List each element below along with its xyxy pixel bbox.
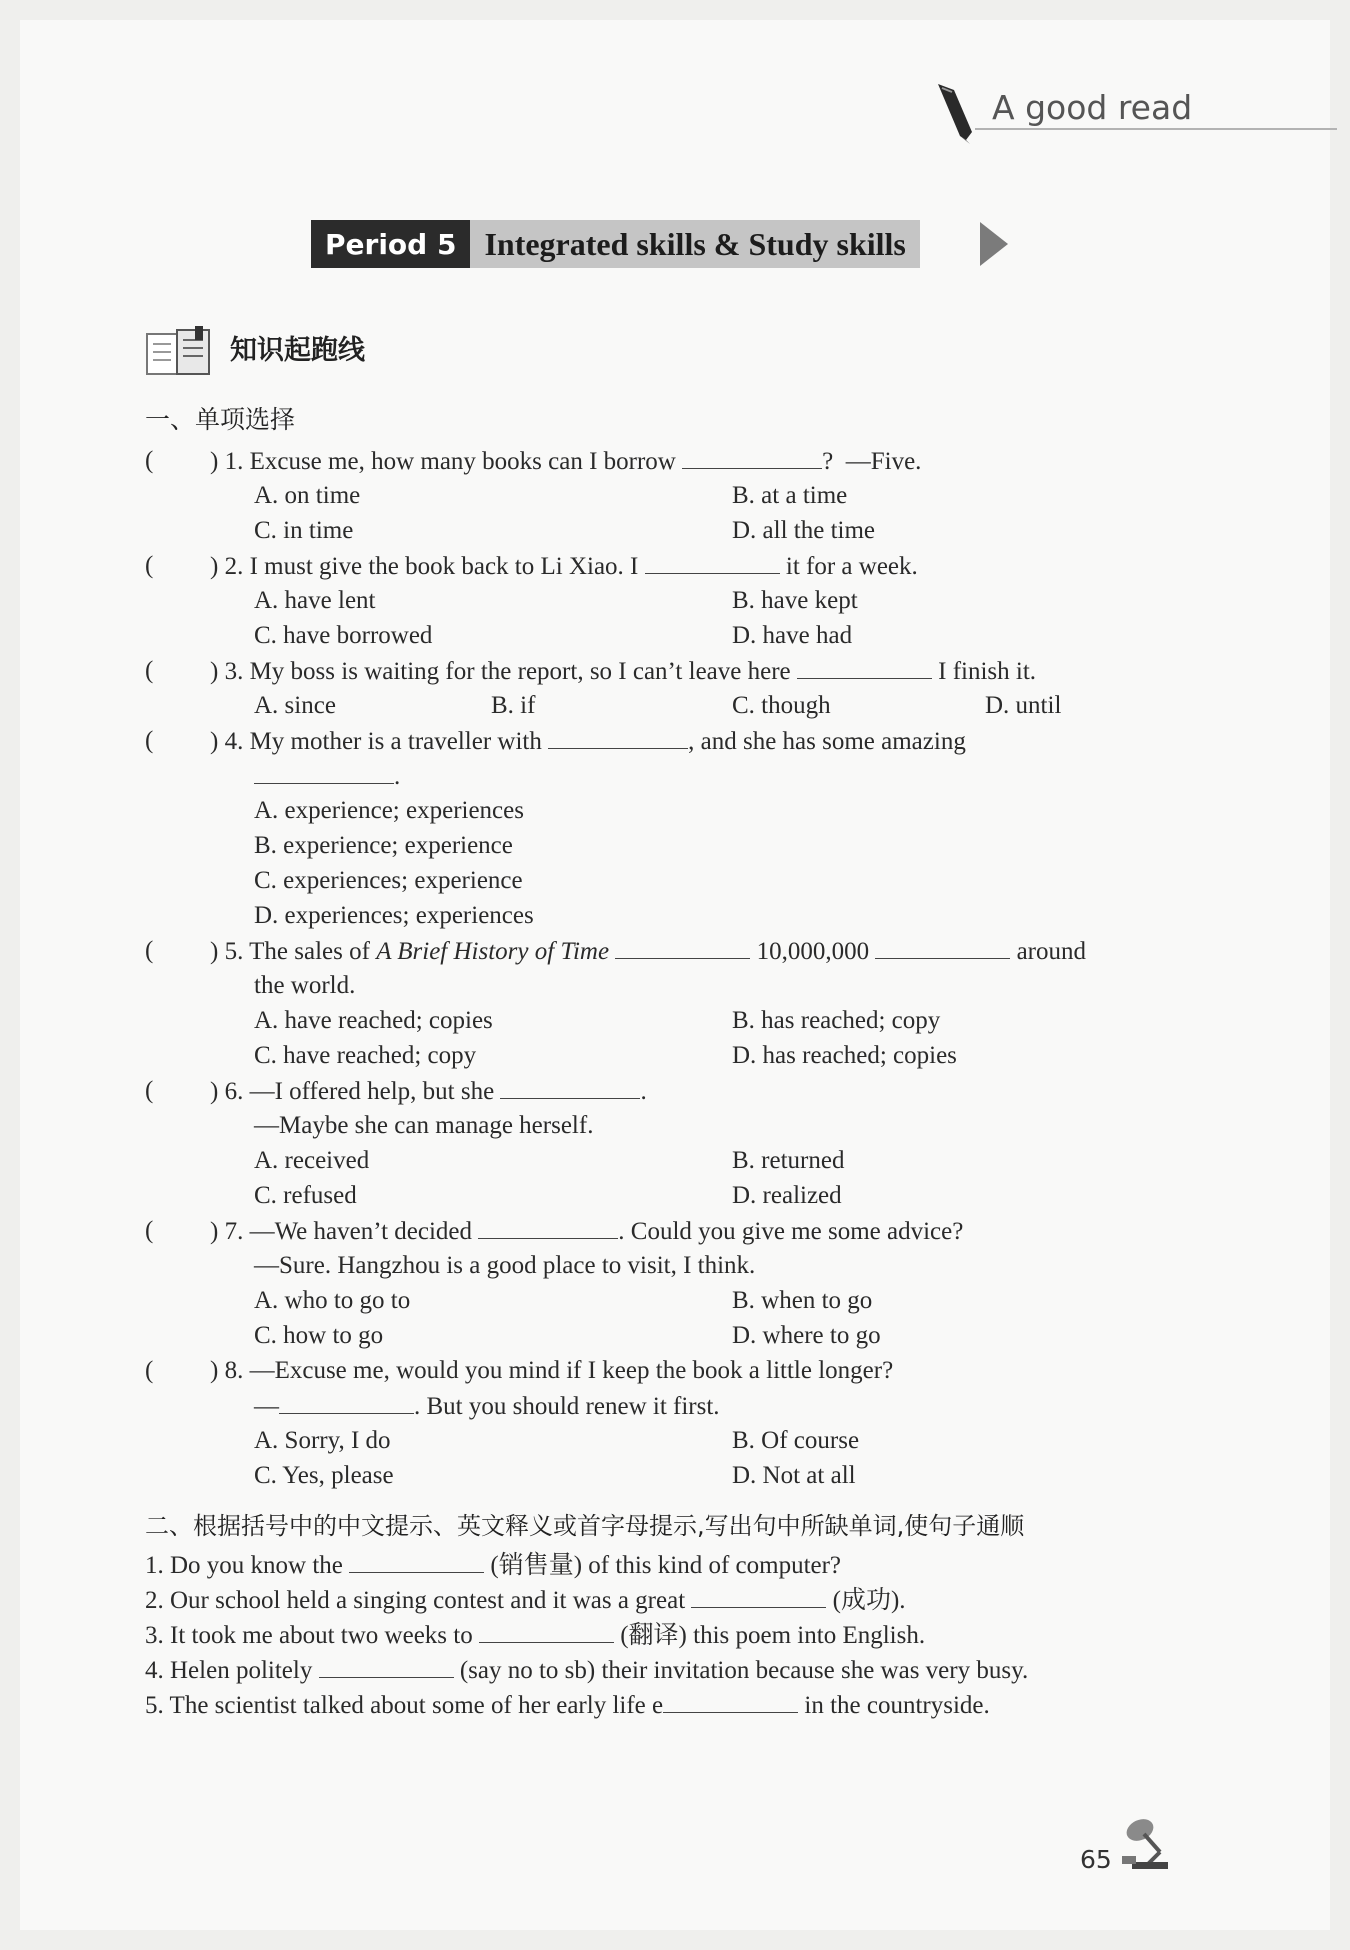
option: A. who to go to — [254, 1287, 411, 1314]
answer-paren: ( — [145, 1357, 154, 1384]
question-stem: ) 1. Excuse me, how many books can I borrow ? —Five. — [210, 448, 922, 475]
question-stem-cont: the world. — [254, 972, 356, 999]
answer-paren: ( — [145, 1077, 154, 1104]
banner-arrow-icon — [980, 222, 1008, 266]
answer-paren: ( — [145, 1217, 154, 1244]
answer-paren: ( — [145, 657, 154, 684]
option: B. Of course — [732, 1427, 860, 1454]
period-label: Period 5 — [311, 220, 470, 268]
option: B. if — [491, 692, 536, 719]
question-stem-cont: —Maybe she can manage herself. — [254, 1112, 594, 1139]
answer-blank[interactable] — [663, 1690, 798, 1713]
option: C. though — [732, 692, 831, 719]
option: C. refused — [254, 1182, 357, 1209]
answer-blank[interactable] — [875, 936, 1010, 959]
running-title: A good read — [992, 88, 1193, 127]
option: A. since — [254, 692, 336, 719]
option: B. when to go — [732, 1287, 873, 1314]
answer-blank[interactable] — [682, 446, 822, 469]
answer-paren: ( — [145, 447, 154, 474]
option: C. have reached; copy — [254, 1042, 477, 1069]
page-number: 65 — [1080, 1845, 1112, 1874]
answer-blank[interactable] — [615, 936, 750, 959]
answer-blank[interactable] — [479, 1620, 614, 1643]
answer-paren: ( — [145, 937, 154, 964]
section-title: 知识起跑线 — [230, 335, 365, 366]
answer-blank[interactable] — [279, 1391, 414, 1414]
question-stem: ) 2. I must give the book back to Li Xiao. I it for a week. — [210, 553, 918, 580]
answer-blank[interactable] — [548, 726, 688, 749]
answer-blank[interactable] — [478, 1216, 618, 1239]
option: A. experience; experiences — [254, 797, 524, 824]
option: A. on time — [254, 482, 361, 509]
option: B. experience; experience — [254, 832, 513, 859]
period-banner — [311, 220, 920, 268]
open-book-icon — [145, 326, 213, 378]
option: A. have lent — [254, 587, 376, 614]
option: D. has reached; copies — [732, 1042, 957, 1069]
option: D. until — [985, 692, 1062, 719]
question-stem: ) 5. The sales of A Brief History of Time 10,000,000 around — [210, 938, 1086, 965]
option: B. have kept — [732, 587, 858, 614]
option: A. received — [254, 1147, 370, 1174]
period-title: Integrated skills & Study skills — [470, 220, 919, 268]
option: D. have had — [732, 622, 853, 649]
question-stem: ) 4. My mother is a traveller with , and she has some amazing — [210, 728, 966, 755]
fill-item: 2. Our school held a singing contest and it was a great (成功). — [145, 1587, 906, 1614]
answer-blank[interactable] — [254, 761, 394, 784]
answer-blank[interactable] — [349, 1550, 484, 1573]
fill-item: 5. The scientist talked about some of her early life e in the countryside. — [145, 1692, 990, 1719]
option: D. where to go — [732, 1322, 881, 1349]
answer-blank[interactable] — [319, 1655, 454, 1678]
answer-blank[interactable] — [500, 1076, 640, 1099]
option: B. has reached; copy — [732, 1007, 941, 1034]
option: D. Not at all — [732, 1462, 856, 1489]
answer-paren: ( — [145, 552, 154, 579]
option: B. at a time — [732, 482, 848, 509]
header-rule — [975, 128, 1337, 130]
question-stem: ) 8. —Excuse me, would you mind if I keep the book a little longer? — [210, 1357, 894, 1384]
question-stem-cont: —Sure. Hangzhou is a good place to visit, I think. — [254, 1252, 756, 1279]
answer-blank[interactable] — [645, 551, 780, 574]
option: A. Sorry, I do — [254, 1427, 391, 1454]
option: C. experiences; experience — [254, 867, 523, 894]
fill-item: 4. Helen politely (say no to sb) their invitation because she was very busy. — [145, 1657, 1029, 1684]
option: C. Yes, please — [254, 1462, 394, 1489]
answer-blank[interactable] — [691, 1585, 826, 1608]
option: C. how to go — [254, 1322, 384, 1349]
answer-paren: ( — [145, 727, 154, 754]
part1-title: 一、单项选择 — [145, 405, 296, 434]
option: C. have borrowed — [254, 622, 433, 649]
question-stem: ) 7. —We haven’t decided . Could you give me some advice? — [210, 1218, 964, 1245]
pen-nib-icon — [932, 80, 978, 146]
question-stem: ) 3. My boss is waiting for the report, so I can’t leave here I finish it. — [210, 658, 1037, 685]
question-stem-cont: . — [254, 761, 400, 792]
fill-item: 3. It took me about two weeks to (翻译) this poem into English. — [145, 1622, 926, 1649]
option: D. experiences; experiences — [254, 902, 534, 929]
question-stem: ) 6. —I offered help, but she . — [210, 1078, 647, 1105]
question-stem-cont: — . But you should renew it first. — [254, 1393, 720, 1420]
option: D. realized — [732, 1182, 842, 1209]
desk-lamp-icon — [1118, 1812, 1178, 1872]
option: A. have reached; copies — [254, 1007, 493, 1034]
option: B. returned — [732, 1147, 845, 1174]
option: C. in time — [254, 517, 354, 544]
fill-item: 1. Do you know the (销售量) of this kind of computer? — [145, 1552, 842, 1579]
part2-title: 二、根据括号中的中文提示、英文释义或首字母提示,写出句中所缺单词,使句子通顺 — [145, 1512, 1025, 1540]
option: D. all the time — [732, 517, 876, 544]
answer-blank[interactable] — [797, 656, 932, 679]
